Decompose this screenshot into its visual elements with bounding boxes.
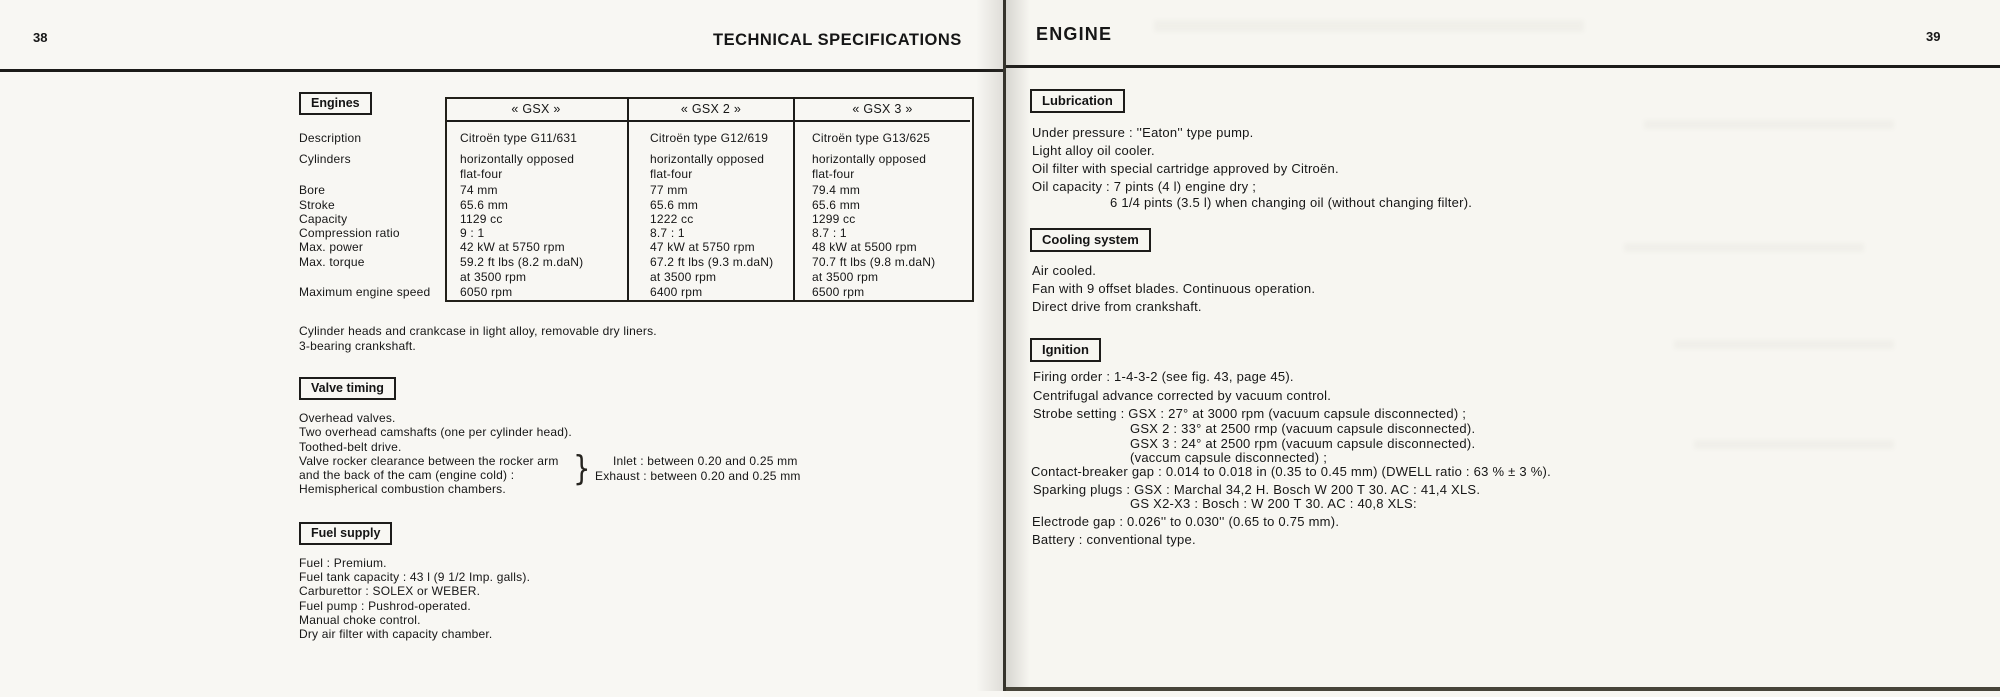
row-label-bore: Bore	[299, 183, 326, 197]
ignition-line: Centrifugal advance corrected by vacuum control.	[1033, 388, 1332, 403]
valve-timing-line: Valve rocker clearance between the rocker arm	[299, 454, 559, 468]
cell-gsx-description: Citroën type G11/631	[460, 131, 578, 145]
cell-gsx2-cylinders2: flat-four	[650, 167, 693, 181]
ignition-line: Strobe setting : GSX : 27° at 3000 rpm (vacuum capsule disconnected) ;	[1033, 406, 1467, 421]
cell-gsx3-cylinders: horizontally opposed	[812, 152, 927, 166]
note-line: 3-bearing crankshaft.	[299, 339, 416, 353]
table-header-gsx3: « GSX 3 »	[852, 102, 913, 116]
ignition-line: Battery : conventional type.	[1032, 532, 1196, 547]
cell-gsx-compression: 9 : 1	[460, 226, 485, 240]
lubrication-line: 6 1/4 pints (3.5 l) when changing oil (without changing filter).	[1110, 195, 1473, 210]
cell-gsx-speed: 6050 rpm	[460, 285, 513, 299]
lubrication-line: Oil filter with special cartridge approved by Citroën.	[1032, 161, 1339, 176]
table-header-separator	[447, 120, 970, 122]
cell-gsx-cylinders2: flat-four	[460, 167, 503, 181]
fuel-supply-line: Manual choke control.	[299, 613, 421, 627]
engines-section-label: Engines	[299, 92, 372, 115]
ignition-line: (vaccum capsule disconnected) ;	[1130, 450, 1328, 465]
table-header-gsx: « GSX »	[511, 102, 561, 116]
clearance-brace: }	[573, 449, 591, 489]
ignition-line: Sparking plugs : GSX : Marchal 34,2 H. Bosch W 200 T 30. AC : 41,4 XLS.	[1033, 482, 1481, 497]
cell-gsx2-stroke: 65.6 mm	[650, 198, 699, 212]
cell-gsx2-bore: 77 mm	[650, 183, 688, 197]
ignition-line: GS X2-X3 : Bosch : W 200 T 30. AC : 40,8 XLS:	[1130, 496, 1417, 511]
cell-gsx3-power: 48 kW at 5500 rpm	[812, 240, 917, 254]
row-label-cylinders: Cylinders	[299, 152, 351, 166]
cooling-section-label: Cooling system	[1030, 228, 1151, 252]
valve-timing-line: Toothed-belt drive.	[299, 440, 402, 454]
valve-timing-line: Overhead valves.	[299, 411, 396, 425]
show-through-artifact	[1644, 120, 1894, 129]
cell-gsx-torque: 59.2 ft lbs (8.2 m.daN)	[460, 255, 584, 269]
lubrication-line: Light alloy oil cooler.	[1032, 143, 1155, 158]
gutter-shadow-left	[976, 0, 1004, 691]
row-label-compression: Compression ratio	[299, 226, 400, 240]
cell-gsx2-torque2: at 3500 rpm	[650, 270, 717, 284]
cell-gsx-stroke: 65.6 mm	[460, 198, 509, 212]
cell-gsx2-speed: 6400 rpm	[650, 285, 703, 299]
cell-gsx3-torque2: at 3500 rpm	[812, 270, 879, 284]
cell-gsx2-power: 47 kW at 5750 rpm	[650, 240, 755, 254]
table-column-divider	[793, 97, 795, 300]
ignition-line: GSX 3 : 24° at 2500 rpm (vacuum capsule disconnected).	[1130, 436, 1476, 451]
cell-gsx3-description: Citroën type G13/625	[812, 131, 931, 145]
header-rule	[1004, 65, 2000, 68]
cell-gsx3-speed: 6500 rpm	[812, 285, 865, 299]
cooling-line: Air cooled.	[1032, 263, 1097, 278]
valve-timing-line: Two overhead camshafts (one per cylinder head).	[299, 425, 572, 439]
page-bottom-edge	[1004, 687, 2000, 691]
ignition-line: GSX 2 : 33° at 2500 rmp (vacuum capsule disconnected).	[1130, 421, 1476, 436]
ignition-line: Contact-breaker gap : 0.014 to 0.018 in (0.35 to 0.45 mm) (DWELL ratio : 63 % ± 3 %).	[1031, 464, 1551, 479]
show-through-artifact	[1624, 243, 1864, 252]
row-label-speed: Maximum engine speed	[299, 285, 431, 299]
valve-timing-section-label: Valve timing	[299, 377, 396, 400]
cell-gsx-bore: 74 mm	[460, 183, 498, 197]
cell-gsx-power: 42 kW at 5750 rpm	[460, 240, 565, 254]
header-rule	[0, 69, 1004, 72]
row-label-description: Description	[299, 131, 362, 145]
page-number: 39	[1926, 29, 1941, 44]
cell-gsx3-cylinders2: flat-four	[812, 167, 855, 181]
cell-gsx2-capacity: 1222 cc	[650, 212, 694, 226]
cell-gsx3-stroke: 65.6 mm	[812, 198, 861, 212]
lubrication-line: Oil capacity : 7 pints (4 l) engine dry ;	[1032, 179, 1257, 194]
cell-gsx3-bore: 79.4 mm	[812, 183, 861, 197]
fuel-supply-line: Fuel pump : Pushrod-operated.	[299, 599, 471, 613]
page-right	[1004, 0, 2000, 697]
valve-timing-line: and the back of the cam (engine cold) :	[299, 468, 515, 482]
cell-gsx3-torque: 70.7 ft lbs (9.8 m.daN)	[812, 255, 936, 269]
ignition-line: Electrode gap : 0.026'' to 0.030'' (0.65 to 0.75 mm).	[1032, 514, 1340, 529]
note-line: Cylinder heads and crankcase in light alloy, removable dry liners.	[299, 324, 657, 338]
page-title: ENGINE	[1036, 24, 1113, 44]
fuel-supply-line: Dry air filter with capacity chamber.	[299, 627, 493, 641]
cell-gsx3-compression: 8.7 : 1	[812, 226, 847, 240]
show-through-artifact	[1154, 20, 1584, 32]
cell-gsx-capacity: 1129 cc	[460, 212, 503, 226]
gutter-shadow-right	[1006, 0, 1030, 691]
valve-timing-line: Hemispherical combustion chambers.	[299, 482, 506, 496]
cell-gsx2-compression: 8.7 : 1	[650, 226, 685, 240]
row-label-capacity: Capacity	[299, 212, 348, 226]
table-header-gsx2: « GSX 2 »	[680, 102, 742, 116]
table-column-divider	[627, 97, 629, 300]
row-label-torque: Max. torque	[299, 255, 365, 269]
fuel-supply-line: Carburettor : SOLEX or WEBER.	[299, 584, 481, 598]
cell-gsx3-capacity: 1299 cc	[812, 212, 856, 226]
cell-gsx2-torque: 67.2 ft lbs (9.3 m.daN)	[650, 255, 774, 269]
cooling-line: Fan with 9 offset blades. Continuous operation.	[1032, 281, 1316, 296]
fuel-supply-line: Fuel : Premium.	[299, 556, 387, 570]
exhaust-clearance-value: Exhaust : between 0.20 and 0.25 mm	[595, 469, 801, 483]
row-label-stroke: Stroke	[299, 198, 335, 212]
page-number: 38	[33, 30, 48, 45]
cell-gsx2-description: Citroën type G12/619	[650, 131, 769, 145]
ignition-section-label: Ignition	[1030, 338, 1101, 362]
cooling-line: Direct drive from crankshaft.	[1032, 299, 1202, 314]
ignition-line: Firing order : 1-4-3-2 (see fig. 43, page 45).	[1033, 369, 1294, 384]
cell-gsx-torque2: at 3500 rpm	[460, 270, 527, 284]
show-through-artifact	[1694, 440, 1894, 449]
page-title: TECHNICAL SPECIFICATIONS	[713, 31, 962, 49]
inlet-clearance-value: Inlet : between 0.20 and 0.25 mm	[613, 454, 798, 468]
lubrication-line: Under pressure : ''Eaton'' type pump.	[1032, 125, 1254, 140]
cell-gsx-cylinders: horizontally opposed	[460, 152, 575, 166]
show-through-artifact	[1674, 340, 1894, 349]
fuel-supply-line: Fuel tank capacity : 43 l (9 1/2 Imp. galls).	[299, 570, 531, 584]
row-label-power: Max. power	[299, 240, 364, 254]
fuel-supply-section-label: Fuel supply	[299, 522, 392, 545]
lubrication-section-label: Lubrication	[1030, 89, 1125, 113]
cell-gsx2-cylinders: horizontally opposed	[650, 152, 765, 166]
